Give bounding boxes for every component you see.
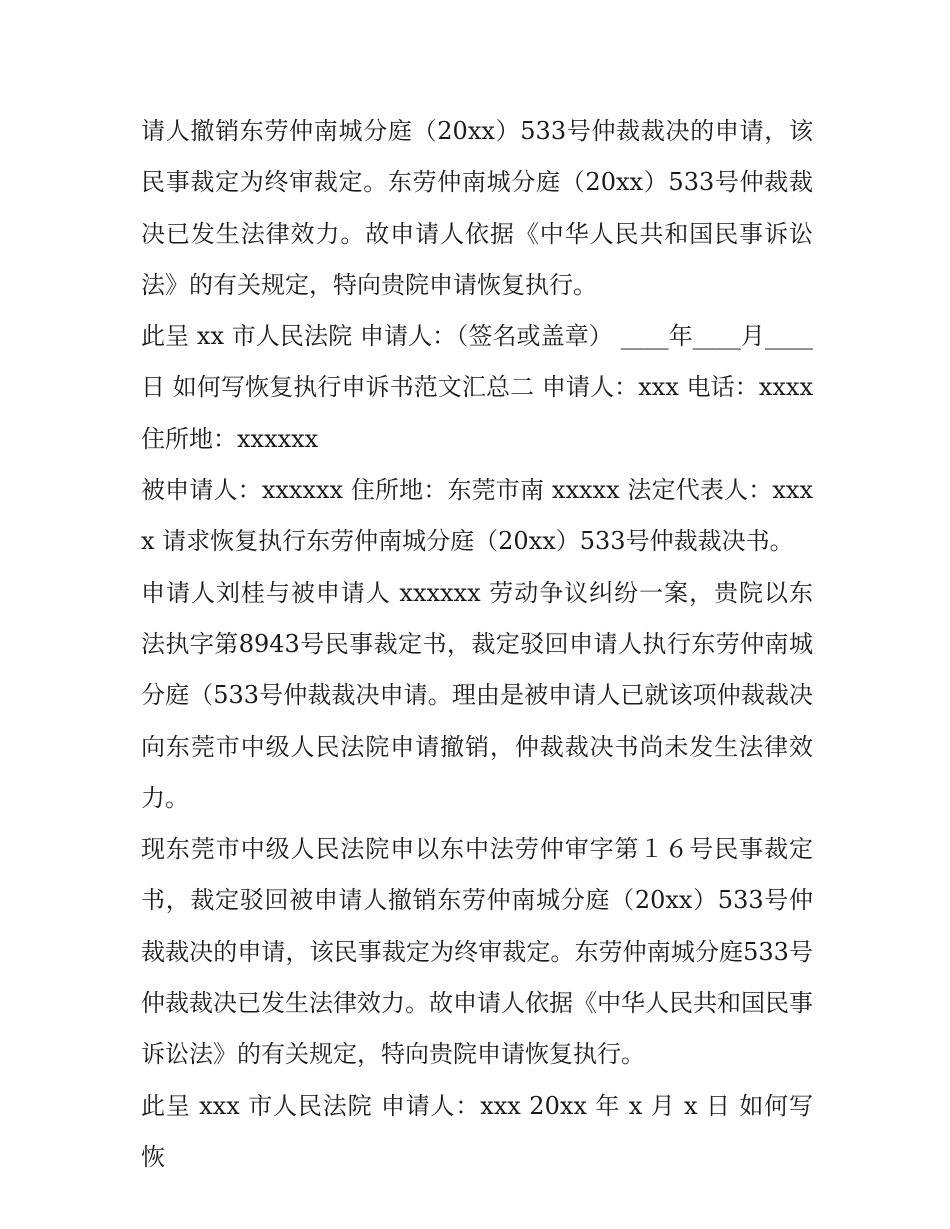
paragraph-4: 申请人刘桂与被申请人 xxxxxx 劳动争议纠纷一案，贵院以东法执字第8943号民事裁定书，裁定驳回申请人执行东劳仲南城分庭（533号仲裁裁决申请。理由是被申请人已就该项仲裁裁决向东莞市中级人民法院申请撤销，仲裁裁决书尚未发生法律效力。: [141, 578, 813, 812]
paragraph-2: 此呈 xx 市人民法院 申请人：（签名或盖章） ____年____月____日 如何写恢复执行申诉书范文汇总二 申请人：xxx 电话：xxxx 住所地：xxxxxx: [141, 322, 813, 453]
paragraph-6: 此呈 xxx 市人民法院 申请人：xxx 20xx 年 x 月 x 日 如何写恢: [141, 1091, 813, 1171]
paragraph-3: 被申请人：xxxxxx 住所地：东莞市南 xxxxx 法定代表人：xxxx 请求恢复执行东劳仲南城分庭（20xx）533号仲裁裁决书。: [141, 476, 813, 556]
document-body: [141, 106, 813, 1183]
paragraph-5: 现东莞市中级人民法院申以东中法劳仲审字第１６号民事裁定书，裁定驳回被申请人撤销东劳仲南城分庭（20xx）533号仲裁裁决的申请，该民事裁定为终审裁定。东劳仲南城分庭533号仲裁裁决已发生法律效力。故申请人依据《中华人民共和国民事诉讼法》的有关规定，特向贵院申请恢复执行。: [141, 835, 813, 1069]
paragraph-1: 请人撤销东劳仲南城分庭（20xx）533号仲裁裁决的申请，该民事裁定为终审裁定。东劳仲南城分庭（20xx）533号仲裁裁决已发生法律效力。故申请人依据《中华人民共和国民事诉讼法》的有关规定，特向贵院申请恢复执行。: [141, 117, 813, 299]
